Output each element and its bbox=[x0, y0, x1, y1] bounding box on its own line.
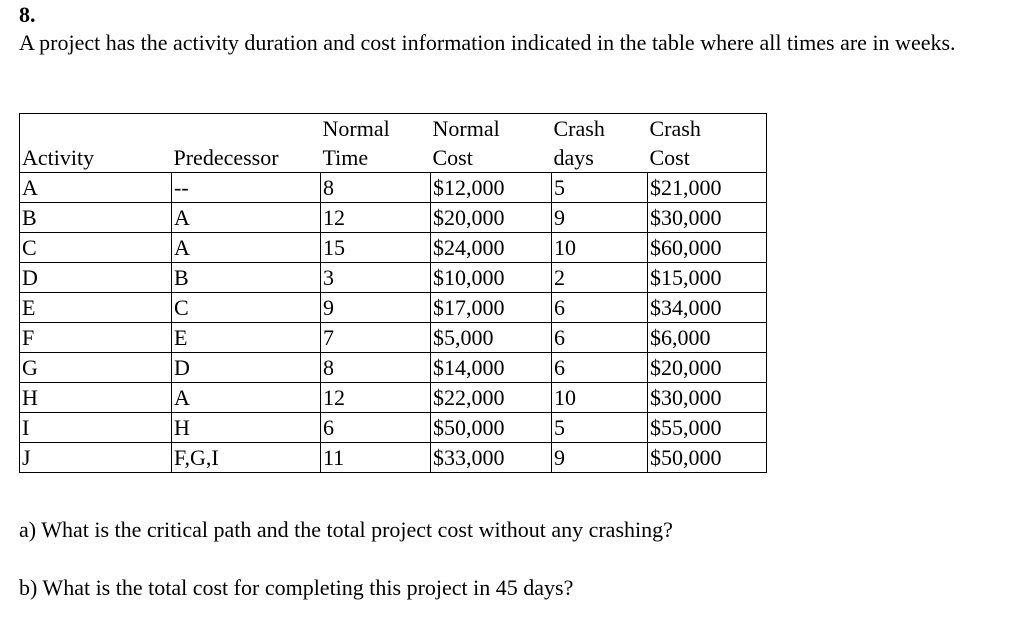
column-header-line bbox=[22, 114, 172, 143]
table-cell: 10 bbox=[552, 383, 648, 413]
table-cell: $30,000 bbox=[648, 203, 767, 233]
table-cell: 15 bbox=[321, 233, 431, 263]
table-cell: -- bbox=[172, 173, 321, 203]
table-cell: $6,000 bbox=[648, 323, 767, 353]
table-cell: B bbox=[20, 203, 172, 233]
table-cell: $30,000 bbox=[648, 383, 767, 413]
table-cell: $21,000 bbox=[648, 173, 767, 203]
table-cell: 9 bbox=[552, 443, 648, 473]
table-row bbox=[20, 173, 767, 203]
table-cell: 12 bbox=[321, 203, 431, 233]
table-cell: E bbox=[20, 293, 172, 323]
table-row bbox=[20, 263, 767, 293]
table-row bbox=[20, 413, 767, 443]
table-row bbox=[20, 323, 767, 353]
table-cell: D bbox=[20, 263, 172, 293]
column-header-line: Time bbox=[322, 145, 369, 170]
column-header-line: Normal bbox=[432, 116, 500, 141]
table-cell: 6 bbox=[321, 413, 431, 443]
table-cell: B bbox=[172, 263, 321, 293]
table-cell: 5 bbox=[552, 173, 648, 203]
table-cell: 6 bbox=[552, 293, 648, 323]
column-header bbox=[648, 114, 767, 173]
column-header-line: Crash bbox=[649, 116, 701, 141]
table-cell: C bbox=[172, 293, 321, 323]
table-cell: $33,000 bbox=[431, 443, 552, 473]
column-header-line: Normal bbox=[322, 116, 390, 141]
table-cell: 3 bbox=[321, 263, 431, 293]
table-cell: 6 bbox=[552, 353, 648, 383]
column-header-line: days bbox=[553, 145, 594, 170]
table-cell: $10,000 bbox=[431, 263, 552, 293]
column-header-line: Cost bbox=[649, 145, 690, 170]
column-header-line: Activity bbox=[22, 145, 95, 170]
table-cell: $20,000 bbox=[431, 203, 552, 233]
table-cell: 5 bbox=[552, 413, 648, 443]
table-cell: $14,000 bbox=[431, 353, 552, 383]
table-cell: H bbox=[172, 413, 321, 443]
table-cell: 7 bbox=[321, 323, 431, 353]
table-row bbox=[20, 443, 767, 473]
table-cell: F bbox=[20, 323, 172, 353]
table-cell: $50,000 bbox=[648, 443, 767, 473]
table-cell: $24,000 bbox=[431, 233, 552, 263]
column-header-line: Cost bbox=[432, 145, 473, 170]
table-cell: 6 bbox=[552, 323, 648, 353]
column-header-line: Crash bbox=[553, 116, 605, 141]
table-row bbox=[20, 293, 767, 323]
column-header-line bbox=[174, 114, 321, 143]
table-cell: A bbox=[172, 383, 321, 413]
table-row bbox=[20, 233, 767, 263]
table-cell: A bbox=[172, 233, 321, 263]
table-cell: A bbox=[20, 173, 172, 203]
column-header bbox=[552, 114, 648, 173]
column-header-line: Predecessor bbox=[173, 145, 279, 170]
table-cell: 8 bbox=[321, 173, 431, 203]
problem-number: 8. bbox=[19, 2, 36, 27]
table-cell: $15,000 bbox=[648, 263, 767, 293]
question-b: b) What is the total cost for completing this project in 45 days? bbox=[19, 575, 574, 600]
column-header bbox=[20, 114, 172, 173]
table-cell: G bbox=[20, 353, 172, 383]
activity-table bbox=[19, 113, 767, 473]
table-cell: 11 bbox=[321, 443, 431, 473]
column-header bbox=[172, 114, 321, 173]
table-row bbox=[20, 203, 767, 233]
column-header bbox=[321, 114, 431, 173]
table-cell: I bbox=[20, 413, 172, 443]
column-header bbox=[431, 114, 552, 173]
table-cell: 8 bbox=[321, 353, 431, 383]
table-row bbox=[20, 383, 767, 413]
table-cell: $17,000 bbox=[431, 293, 552, 323]
table-cell: J bbox=[20, 443, 172, 473]
table-cell: C bbox=[20, 233, 172, 263]
table-cell: A bbox=[172, 203, 321, 233]
table-cell: $5,000 bbox=[431, 323, 552, 353]
table-cell: $22,000 bbox=[431, 383, 552, 413]
table-cell: 9 bbox=[321, 293, 431, 323]
table-cell: 10 bbox=[552, 233, 648, 263]
table-cell: $20,000 bbox=[648, 353, 767, 383]
question-a: a) What is the critical path and the total project cost without any crashing? bbox=[19, 517, 673, 542]
table-cell: 2 bbox=[552, 263, 648, 293]
table-cell: $60,000 bbox=[648, 233, 767, 263]
table-cell: 9 bbox=[552, 203, 648, 233]
table-cell: D bbox=[172, 353, 321, 383]
table-cell: E bbox=[172, 323, 321, 353]
table-cell: $50,000 bbox=[431, 413, 552, 443]
table-cell: H bbox=[20, 383, 172, 413]
table-cell: $34,000 bbox=[648, 293, 767, 323]
table-row bbox=[20, 353, 767, 383]
table-cell: $55,000 bbox=[648, 413, 767, 443]
table-cell: $12,000 bbox=[431, 173, 552, 203]
table-header-row bbox=[20, 114, 767, 173]
table-cell: 12 bbox=[321, 383, 431, 413]
problem-intro: A project has the activity duration and cost information indicated in the table where all times are in weeks. bbox=[19, 30, 956, 55]
table-cell: F,G,I bbox=[172, 443, 321, 473]
